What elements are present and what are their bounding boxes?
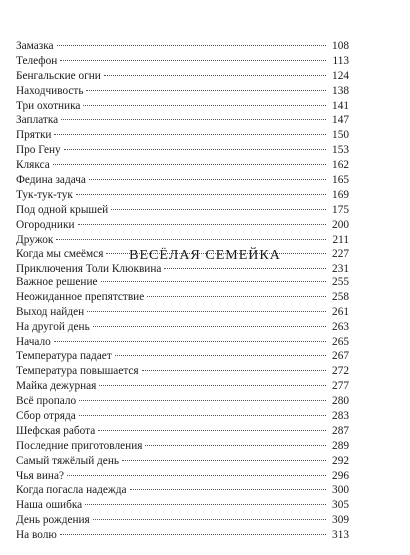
toc-entry-page-number: 113 bbox=[332, 54, 349, 67]
toc-entry-title: Шефская работа bbox=[16, 424, 96, 437]
toc-entry bbox=[16, 54, 349, 69]
toc-entry-page-number: 309 bbox=[332, 514, 349, 527]
toc-entry-title: Клякса bbox=[16, 159, 50, 172]
toc-entry bbox=[16, 218, 349, 233]
toc-entry bbox=[16, 128, 349, 143]
toc-entry bbox=[16, 335, 349, 350]
toc-entry-title: Майка дежурная bbox=[16, 380, 97, 393]
toc-leader-dots bbox=[93, 326, 326, 327]
toc-leader-dots bbox=[147, 296, 326, 297]
toc-leader-dots bbox=[111, 209, 326, 210]
toc-entry bbox=[16, 203, 349, 218]
toc-entry-title: Огородники bbox=[16, 218, 75, 231]
toc-entry-title: Приключения Толи Клюквина bbox=[16, 263, 162, 276]
toc-entry bbox=[16, 188, 349, 203]
toc-entry-page-number: 153 bbox=[332, 144, 349, 157]
toc-entry-page-number: 165 bbox=[332, 174, 349, 187]
toc-leader-dots bbox=[145, 445, 326, 446]
toc-entry-title: Неожиданное препятствие bbox=[16, 290, 145, 303]
toc-entry-page-number: 292 bbox=[332, 454, 349, 467]
toc-leader-dots bbox=[78, 224, 326, 225]
toc-entry-page-number: 255 bbox=[332, 276, 349, 288]
toc-entry bbox=[16, 39, 349, 54]
toc-entry-page-number: 267 bbox=[332, 350, 349, 363]
toc-entry-title: На другой день bbox=[16, 320, 90, 333]
toc-entry-title: Телефон bbox=[16, 54, 58, 67]
toc-entry bbox=[16, 305, 349, 320]
toc-leader-dots bbox=[130, 489, 327, 490]
toc-entry bbox=[16, 113, 349, 128]
toc-entry-page-number: 313 bbox=[332, 529, 349, 542]
toc-leader-dots bbox=[164, 268, 326, 269]
toc-entry-title: Важное решение bbox=[16, 276, 98, 288]
toc-entry-page-number: 289 bbox=[332, 439, 349, 452]
toc-leader-dots bbox=[89, 179, 326, 180]
toc-entry-title: Замазка bbox=[16, 40, 54, 52]
toc-entry-page-number: 280 bbox=[332, 395, 349, 408]
toc-entry bbox=[16, 143, 349, 158]
toc-leader-dots bbox=[86, 90, 326, 91]
toc-leader-dots bbox=[142, 370, 326, 371]
toc-leader-dots bbox=[67, 475, 326, 476]
toc-entry-title: Под одной крышей bbox=[16, 203, 109, 216]
toc-entry-title: Когда мы смеёмся bbox=[16, 248, 104, 261]
toc-entry-page-number: 263 bbox=[332, 320, 349, 333]
toc-leader-dots bbox=[57, 45, 326, 46]
toc-entry bbox=[16, 424, 349, 439]
toc-entry bbox=[16, 158, 349, 173]
toc-entry-page-number: 200 bbox=[332, 218, 349, 231]
toc-leader-dots bbox=[60, 534, 326, 535]
toc-leader-dots bbox=[79, 400, 326, 401]
toc-entry-page-number: 283 bbox=[332, 410, 349, 423]
toc-entry bbox=[16, 394, 349, 409]
toc-entry-page-number: 169 bbox=[332, 188, 349, 201]
toc-entry bbox=[16, 364, 349, 379]
toc-entry-title: Наша ошибка bbox=[16, 499, 83, 512]
toc-entry-page-number: 287 bbox=[332, 424, 349, 437]
toc-list-part2 bbox=[16, 275, 349, 543]
section-heading: ВЕСЁЛАЯ СЕМЕЙКА bbox=[129, 248, 281, 263]
toc-entry bbox=[16, 454, 349, 469]
toc-leader-dots bbox=[60, 60, 326, 61]
toc-entry-page-number: 305 bbox=[332, 499, 349, 512]
toc-entry-title: Дружок bbox=[16, 233, 54, 246]
toc-leader-dots bbox=[104, 75, 326, 76]
toc-entry bbox=[16, 379, 349, 394]
toc-entry-title: Последние приготовления bbox=[16, 439, 143, 452]
toc-entry bbox=[16, 498, 349, 513]
toc-entry-page-number: 296 bbox=[332, 469, 349, 482]
toc-entry-title: Начало bbox=[16, 335, 51, 348]
toc-entry bbox=[16, 99, 349, 114]
toc-entry-page-number: 277 bbox=[332, 380, 349, 393]
toc-entry bbox=[16, 528, 349, 543]
toc-entry-page-number: 227 bbox=[332, 248, 349, 261]
toc-leader-dots bbox=[122, 460, 326, 461]
toc-entry-page-number: 147 bbox=[332, 114, 349, 127]
toc-leader-dots bbox=[53, 164, 326, 165]
toc-entry-page-number: 272 bbox=[332, 365, 349, 378]
toc-entry-title: Прятки bbox=[16, 129, 52, 142]
toc-entry bbox=[16, 320, 349, 335]
toc-entry bbox=[16, 233, 349, 248]
toc-entry bbox=[16, 513, 349, 528]
toc-entry-title: Всё пропало bbox=[16, 395, 77, 408]
toc-entry bbox=[16, 409, 349, 424]
toc-entry-title: День рождения bbox=[16, 514, 90, 527]
toc-entry-title: Когда погасла надежда bbox=[16, 484, 127, 497]
toc-entry-title: Три охотника bbox=[16, 99, 81, 112]
toc-entry-title: Выход найден bbox=[16, 305, 85, 318]
toc-entry bbox=[16, 469, 349, 484]
toc-entry-title: Федина задача bbox=[16, 174, 86, 187]
toc-entry-page-number: 258 bbox=[332, 290, 349, 303]
toc-leader-dots bbox=[85, 504, 326, 505]
toc-leader-dots bbox=[64, 149, 326, 150]
toc-entry-page-number: 265 bbox=[332, 335, 349, 348]
toc-entry bbox=[16, 173, 349, 188]
toc-entry-title: Чья вина? bbox=[16, 469, 64, 482]
toc-entry-title: Температура падает bbox=[16, 350, 112, 363]
toc-entry-page-number: 162 bbox=[332, 159, 349, 172]
toc-leader-dots bbox=[76, 194, 326, 195]
toc-entry bbox=[16, 69, 349, 84]
toc-leader-dots bbox=[54, 134, 326, 135]
toc-entry bbox=[16, 349, 349, 364]
toc-leader-dots bbox=[101, 281, 326, 282]
toc-entry-title: Самый тяжёлый день bbox=[16, 454, 120, 467]
toc-entry bbox=[16, 275, 349, 290]
toc-entry-title: Сбор отряда bbox=[16, 410, 76, 423]
toc-entry-title: Температура повышается bbox=[16, 365, 139, 378]
toc-entry-page-number: 124 bbox=[332, 69, 349, 82]
toc-leader-dots bbox=[87, 311, 326, 312]
toc-entry-title: Бенгальские огни bbox=[16, 69, 101, 82]
toc-entry-page-number: 141 bbox=[332, 99, 349, 112]
toc-entry-page-number: 138 bbox=[332, 84, 349, 97]
toc-entry bbox=[16, 84, 349, 99]
toc-entry bbox=[16, 439, 349, 454]
toc-entry bbox=[16, 290, 349, 305]
toc-leader-dots bbox=[61, 119, 326, 120]
toc-entry-title: На волю bbox=[16, 529, 57, 542]
toc-entry-page-number: 231 bbox=[332, 263, 349, 276]
toc-leader-dots bbox=[54, 341, 326, 342]
toc-leader-dots bbox=[99, 385, 326, 386]
toc-entry-page-number: 211 bbox=[332, 233, 349, 246]
toc-leader-dots bbox=[79, 415, 326, 416]
toc-entry-page-number: 300 bbox=[332, 484, 349, 497]
toc-entry-page-number: 150 bbox=[332, 129, 349, 142]
toc-leader-dots bbox=[83, 105, 326, 106]
toc-entry-title: Заплатка bbox=[16, 114, 59, 127]
toc-entry bbox=[16, 483, 349, 498]
toc-entry-title: Тук-тук-тук bbox=[16, 188, 73, 201]
toc-list-part1 bbox=[16, 39, 349, 277]
toc-entry-title: Находчивость bbox=[16, 84, 84, 97]
toc-entry-title: Про Гену bbox=[16, 144, 61, 157]
toc-entry-page-number: 261 bbox=[332, 305, 349, 318]
toc-entry-page-number: 108 bbox=[332, 40, 349, 52]
toc-leader-dots bbox=[115, 355, 326, 356]
toc-entry-page-number: 175 bbox=[332, 203, 349, 216]
toc-leader-dots bbox=[93, 519, 326, 520]
toc-leader-dots bbox=[98, 430, 326, 431]
toc-leader-dots bbox=[56, 239, 326, 240]
